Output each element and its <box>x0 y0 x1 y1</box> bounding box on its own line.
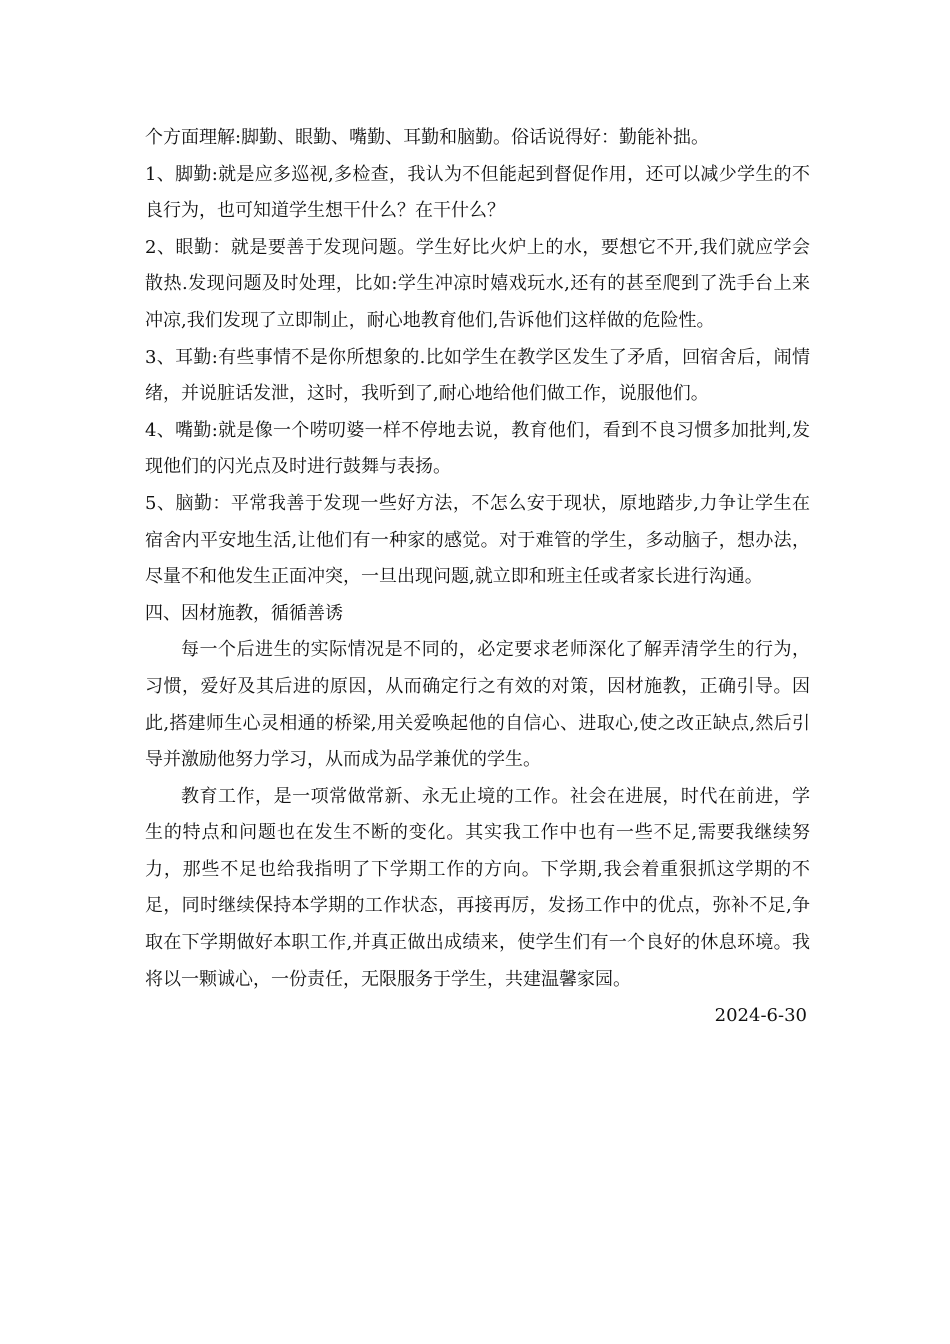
paragraph-mouth-diligence: 4、嘴勤:就是像一个唠叨婆一样不停地去说，教育他们，看到不良习惯多加批判,发现他们的闪光点及时进行鼓舞与表扬。 <box>145 419 810 478</box>
paragraph-intro: 个方面理解:脚勤、眼勤、嘴勤、耳勤和脑勤。俗话说得好：勤能补拙。 <box>145 127 710 148</box>
section-heading-four: 四、因材施教，循循善诱 <box>145 602 343 624</box>
paragraph-ear-diligence: 3、耳勤:有些事情不是你所想象的.比如学生在教学区发生了矛盾，回宿舍后，闹情绪，并说脏话发泄，这时，我听到了,耐心地给他们做工作，说服他们。 <box>145 346 810 405</box>
paragraph-brain-diligence: 5、脑勤：平常我善于发现一些好方法，不怎么安于现状，原地踏步,力争让学生在宿舍内平安地生活,让他们有一种家的感觉。对于难管的学生，多动脑子，想办法，尽量不和他发生正面冲突，一旦出现问题,就立即和班主任或者家长进行沟通。 <box>145 492 810 588</box>
paragraph-eye-diligence: 2、眼勤：就是要善于发现问题。学生好比火炉上的水，要想它不开,我们就应学会散热.发现问题及时处理，比如:学生冲凉时嬉戏玩水,还有的甚至爬到了洗手台上来冲凉,我们发现了立即制止，耐心地教育他们,告诉他们这样做的危险性。 <box>145 236 810 331</box>
paragraph-conclusion: 教育工作，是一项常做常新、永无止境的工作。社会在进展，时代在前进，学生的特点和问题也在发生不断的变化。其实我工作中也有一些不足,需要我继续努力，那些不足也给我指明了下学期工作的方向。下学期,我会着重狠抓这学期的不足，同时继续保持本学期的工作状态，再接再厉，发扬工作中的优点，弥补不足,争取在下学期做好本职工作,并真正做出成绩来，使学生们有一个良好的休息环境。我将以一颗诚心，一份责任，无限服务于学生，共建温馨家园。 <box>145 785 810 990</box>
paragraph-teaching-approach: 每一个后进生的实际情况是不同的，必定要求老师深化了解弄清学生的行为，习惯，爱好及其后进的原因，从而确定行之有效的对策，因材施教，正确引导。因此,搭建师生心灵相通的桥梁,用关爱唤起他的自信心、进取心,使之改正缺点,然后引导并激励他努力学习，从而成为品学兼优的学生。 <box>145 639 810 771</box>
document-body <box>145 120 810 1035</box>
paragraph-foot-diligence: 1、脚勤:就是应多巡视,多检查，我认为不但能起到督促作用，还可以减少学生的不良行为，也可知道学生想干什么？在干什么？ <box>145 163 810 222</box>
document-date: 2024-6-30 <box>714 1005 807 1027</box>
